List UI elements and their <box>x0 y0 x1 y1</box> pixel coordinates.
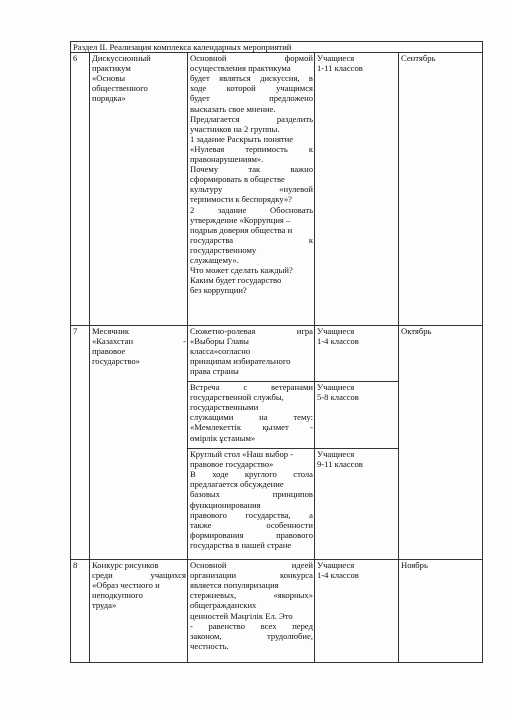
desc-line: Почему так важно <box>190 164 313 175</box>
desc-line: является популяризация <box>190 580 279 591</box>
title-line: среди учащихся <box>92 570 186 581</box>
event-description <box>188 382 315 449</box>
desc-line: осуществления практикума <box>190 63 291 74</box>
desc-line: государства в нашей стране <box>190 539 292 550</box>
desc-line: Основной идеей <box>190 560 313 571</box>
title-line: общественного <box>92 83 148 94</box>
participants-line: Учащиеся <box>317 53 355 64</box>
desc-line: организации конкурса <box>190 570 313 581</box>
title-line: порядка» <box>92 93 126 104</box>
desc-line: Каким будет государство <box>190 275 282 286</box>
event-participants <box>315 449 399 560</box>
desc-line: подрыв доверия общества и <box>190 224 293 235</box>
title-line: «Казахстан - <box>92 336 186 347</box>
desc-line: ходе которой учащимся <box>190 83 313 94</box>
desc-line: без коррупции? <box>190 285 247 296</box>
desc-line: Круглый стол «Наш выбор - <box>190 449 294 460</box>
title-line: правовое <box>92 346 126 357</box>
desc-line: служащими на тему: <box>190 412 313 423</box>
title-line: государство» <box>92 356 140 367</box>
participants-line: 1-11 классов <box>317 63 363 74</box>
event-description <box>188 326 315 382</box>
title-line: «Основы <box>92 73 126 84</box>
desc-line: Сюжетно-ролевая игра <box>190 326 313 337</box>
event-participants <box>315 560 399 663</box>
participants-line: 1-4 классов <box>317 570 359 581</box>
title-line: неподкупного <box>92 590 143 601</box>
section-header-row <box>71 42 483 53</box>
desc-line: правонарушениям». <box>190 154 264 165</box>
title-line: Конкурс рисунков <box>92 560 159 571</box>
row-number: 6 <box>71 53 90 326</box>
participants-line: Учащиеся <box>317 326 355 337</box>
table-row <box>71 53 483 326</box>
participants-line: Учащиеся <box>317 560 355 571</box>
desc-line: общегражданских <box>190 600 257 611</box>
desc-line: высказать свое мнение. <box>190 103 276 114</box>
event-title <box>90 560 188 663</box>
event-participants <box>315 382 399 449</box>
participants-line: 9-11 классов <box>317 459 363 470</box>
desc-line: класса»согласно <box>190 346 251 357</box>
event-month: Сентябрь <box>399 53 483 326</box>
desc-line: также особенности <box>190 519 313 530</box>
event-description <box>188 560 315 663</box>
desc-line: сформировать в обществе <box>190 174 285 185</box>
title-line: практикум <box>92 63 131 74</box>
desc-line: «Мемлекеттік қызмет - <box>190 422 313 433</box>
desc-line: 1 задание Раскрыть понятие <box>190 133 294 144</box>
section-header: Раздел II. Реализация комплекса календарных мероприятий <box>71 42 483 53</box>
desc-line: ценностей Мәңгілік Ел. Это <box>190 610 293 621</box>
desc-line: культуру «нулевой <box>190 184 313 195</box>
event-description <box>188 53 315 326</box>
desc-line: Встреча с ветеранами <box>190 382 313 393</box>
desc-line: будет предложено <box>190 93 313 104</box>
desc-line: права страны <box>190 366 239 377</box>
desc-line: терпимости к беспорядку»? <box>190 194 292 205</box>
desc-line: стержневых, «якорных» <box>190 590 313 601</box>
event-month: Октябрь <box>399 326 483 560</box>
desc-line: утверждение «Коррупция – <box>190 214 291 225</box>
event-participants <box>315 326 399 382</box>
desc-line: будет являться дискуссия, в <box>190 73 313 84</box>
events-table <box>70 41 483 663</box>
desc-line: правовое государство» <box>190 459 274 470</box>
event-participants <box>315 53 399 326</box>
desc-line: «Нулевая терпимость к <box>190 143 313 154</box>
title-line: труда» <box>92 600 117 611</box>
event-description <box>188 449 315 560</box>
desc-line: формирования правового <box>190 529 313 540</box>
desc-line: государственной службы, <box>190 392 284 403</box>
desc-line: - равенство всех перед <box>190 620 313 631</box>
table-row <box>71 326 483 382</box>
desc-line: государственными <box>190 402 259 413</box>
participants-line: Учащиеся <box>317 449 355 460</box>
desc-line: честность. <box>190 640 229 651</box>
desc-line: государства к <box>190 234 313 245</box>
row-number: 7 <box>71 326 90 560</box>
title-line: «Образ честного и <box>92 580 160 591</box>
desc-line: правового государства, а <box>190 509 313 520</box>
desc-line: Предлагается разделить <box>190 113 313 124</box>
desc-line: Что может сделать каждый? <box>190 265 293 276</box>
title-line: Дискуссионный <box>92 53 151 64</box>
participants-line: 1-4 классов <box>317 336 359 347</box>
desc-line: В ходе круглого стола <box>190 469 313 480</box>
desc-line: өмірлік ұстаным» <box>190 432 256 443</box>
event-month: Ноябрь <box>399 560 483 663</box>
desc-line: 2 задание Обосновать <box>190 204 313 215</box>
desc-line: «Выборы Главы <box>190 336 249 347</box>
participants-line: Учащиеся <box>317 382 355 393</box>
participants-line: 5-8 классов <box>317 392 359 403</box>
desc-line: законом, трудолюбие, <box>190 630 313 641</box>
desc-line: предлагается обсуждение <box>190 479 284 490</box>
table-row <box>71 560 483 663</box>
desc-line: участников на 2 группы. <box>190 123 280 134</box>
event-title <box>90 326 188 560</box>
event-title <box>90 53 188 326</box>
desc-line: принципам избирательного <box>190 356 291 367</box>
desc-line: государственному <box>190 244 257 255</box>
title-line: Месячник <box>92 326 130 337</box>
row-number: 8 <box>71 560 90 663</box>
desc-line: служащему». <box>190 254 239 265</box>
desc-line: базовых принципов <box>190 489 313 500</box>
desc-line: Основной формой <box>190 53 313 64</box>
desc-line: функционирования <box>190 499 261 510</box>
